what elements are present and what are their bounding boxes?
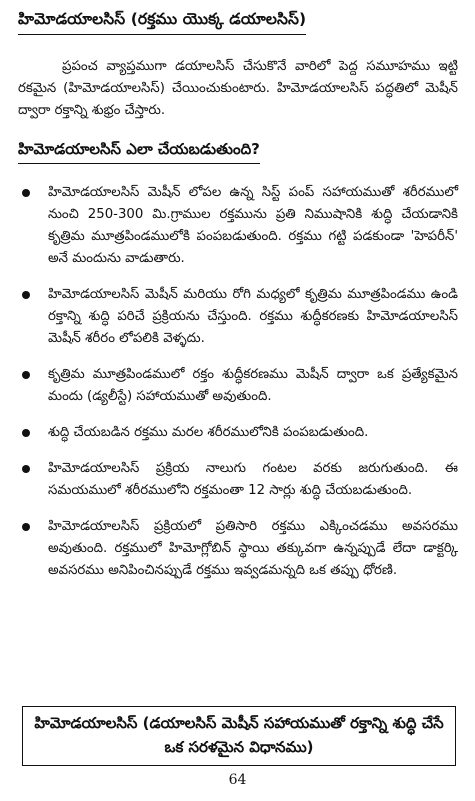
page-title: హిమోడయాలసిస్ (రక్తము యొక్క డయాలసిస్) <box>18 10 306 35</box>
list-item <box>0 182 458 270</box>
bullet-icon <box>22 523 30 531</box>
bullet-icon <box>22 429 30 437</box>
intro-paragraph <box>18 56 458 122</box>
list-item-text: హిమోడయాలసిస్ ప్రక్రియ నాలుగు గంటల వరకు జరుగుతుంది. ఈ సమయములో శరీరములోని రక్తమంతా 12 సార్లు శుద్ధి చేయబడుతుంది. <box>48 461 458 498</box>
list-item <box>0 516 458 582</box>
list-item-text: కృత్రిమ మూత్రపిండములో రక్తం శుద్ధీకరణము మెషీన్ ద్వారా ఒక ప్రత్యేకమైన మందు (డ్యలీస్టే) సహాయముతో అవుతుంది. <box>48 367 458 404</box>
list-item <box>0 364 458 408</box>
bullet-list <box>0 182 475 596</box>
list-item-text: హిమోడయాలసిస్ ప్రక్రియలో ప్రతిసారి రక్తము ఎక్కించడము అవసరము అవుతుంది. రక్తములో హిమోగ్లోబిన్ స్థాయి తక్కువగా ఉన్నప్పుడే లేదా డాక్టర్కి అవసరము అనిపించినప్పుడే రక్తము ఇవ్వడమన్నది ఒక తప్పు ధోరణి. <box>48 519 458 578</box>
intro-text: ప్రపంచ వ్యాప్తముగా డయాలసిస్ చేసుకొనే వారిలో పెద్ద సమూహము ఇట్టి రకమైన (హిమోడయాలసిస్) చేయించుకుంటారు. హిమోడయాలసిస్ పద్ధతిలో మెషీన్ ద్వారా రక్తాన్ని శుభ్రం చేస్తారు. <box>18 59 458 118</box>
section-heading: హిమోడయాలసిస్ ఎలా చేయబడుతుంది? <box>18 140 260 164</box>
bullet-icon <box>22 465 30 473</box>
list-item-text: శుద్ధి చేయబడిన రక్తము మరల శరీరములోనికి పంపబడుతుంది. <box>48 425 369 440</box>
list-item <box>0 458 458 502</box>
bullet-icon <box>22 371 30 379</box>
list-item <box>0 422 458 444</box>
page-number: 64 <box>228 772 247 788</box>
boxed-caption: హిమోడయాలసిస్ (డయాలసిస్ మెషీన్ సహాయముతో రక్తాన్ని శుద్ధి చేసే ఒక సరళమైన విధానము) <box>22 706 456 766</box>
bullet-icon <box>22 291 30 299</box>
list-item-text: హిమోడయాలసిస్ మెషీన్ మరియు రోగి మధ్యలో కృత్రిమ మూత్రపిండము ఉండి రక్తాన్ని శుద్ధి పరిచే ప్రక్రియను చేస్తుంది. రక్తము శుద్ధీకరణకు హిమోడయాలసిస్ మెషీన్ శరీరం లోపలికి వెళ్ళదు. <box>48 287 458 346</box>
bullet-icon <box>22 189 30 197</box>
list-item <box>0 284 458 350</box>
list-item-text: హిమోడయాలసిస్ మెషీన్ లోపల ఉన్న సిస్ట్ పంప్ సహాయముతో శరీరములో నుంచి 250-300 మి.గ్రాముల రక్తమును ప్రతి నిముషానికి శుద్ధి చేయడానికి కృత్రిమ మూత్రపిండములోకి పంపబడుతుంది. రక్తము గట్టి పడకుండా 'హెపరీన్' అనే మందును వాడుతారు. <box>48 185 458 266</box>
